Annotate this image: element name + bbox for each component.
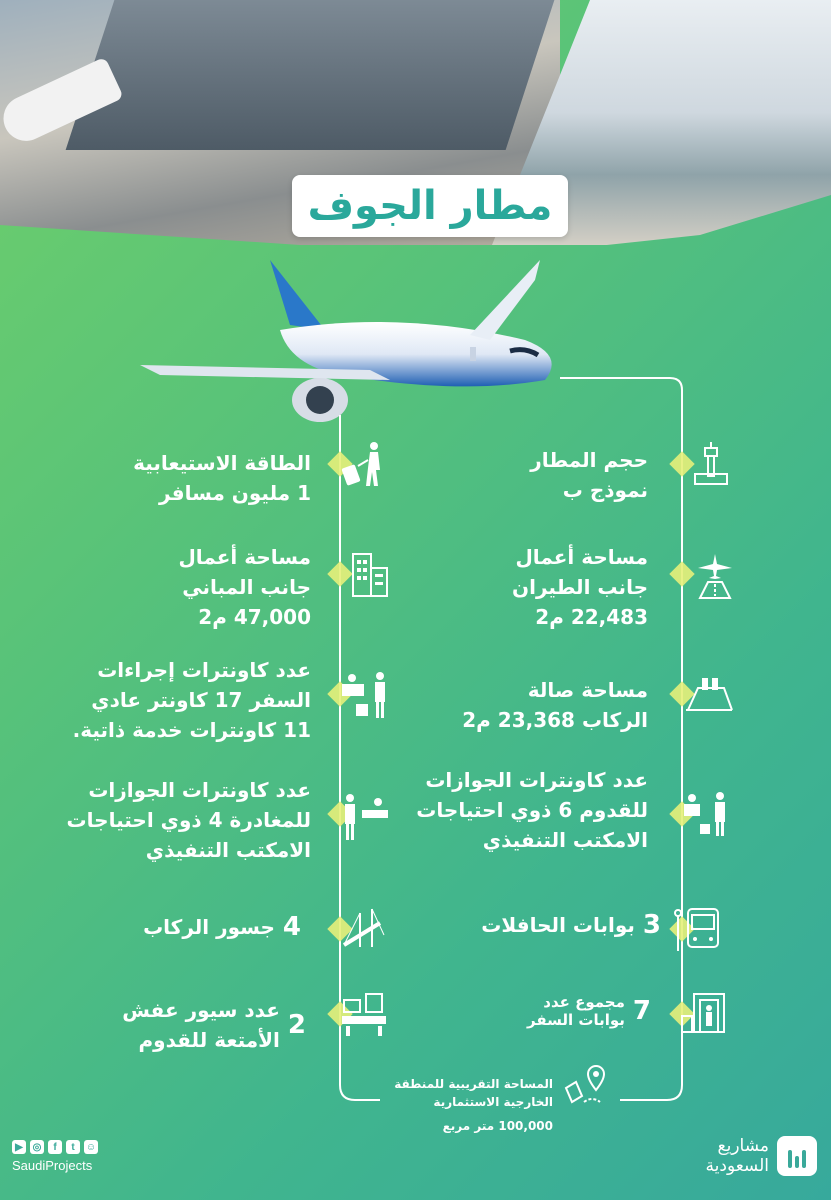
stat-checkin-counters: عدد كاونترات إجراءات السفر 17 كاونتر عادي 11 كاونترات خدمة ذاتية. — [72, 658, 311, 742]
waiting-hall-icon — [682, 670, 736, 720]
stat-departure-passport: عدد كاونترات الجوازات للمغادرة 4 ذوي احتياجات الامكتب التنفيذي — [66, 778, 311, 862]
runway-plane-icon — [690, 550, 740, 600]
map-pin-icon — [562, 1062, 612, 1112]
passport-counter-icon — [682, 788, 732, 838]
brand-logo-icon — [777, 1136, 817, 1176]
brand-block — [706, 1136, 817, 1176]
stat-landside-area: مساحة أعمال جانب المباني 47,000 م2 — [178, 545, 311, 629]
building-icon — [345, 550, 395, 600]
passport-desk-icon — [340, 792, 390, 842]
snapchat-icon[interactable]: ☺ — [85, 1141, 97, 1153]
terminal-roof — [66, 0, 555, 150]
twitter-icon[interactable]: t — [66, 1140, 80, 1154]
youtube-icon[interactable]: ▶ — [12, 1140, 26, 1154]
brand-name: مشاريع السعودية — [705, 1136, 769, 1176]
stat-baggage-belts: 2 عدد سيور عفش الأمتعة للقدوم — [122, 998, 306, 1052]
social-icons — [12, 1140, 98, 1154]
facebook-icon[interactable]: f — [48, 1140, 62, 1154]
traveler-icon — [340, 440, 390, 490]
stat-airport-size: حجم المطار نموذج ب — [530, 448, 648, 502]
footer-social — [12, 1140, 98, 1173]
bridge-icon — [340, 905, 390, 955]
airplane-illustration — [140, 255, 570, 430]
instagram-icon[interactable]: ◎ — [30, 1140, 44, 1154]
stat-departure-gates: 7 مجموع عدد بوابات السفر — [527, 993, 651, 1029]
social-handle: SaudiProjects — [12, 1158, 93, 1173]
stat-bus-gates: 3 بوابات الحافلات — [481, 910, 661, 940]
baggage-belt-icon — [340, 990, 390, 1040]
investment-area: المساحة التقريبية للمنطقة الخارجية الاستثمارية 100,000 متر مربع — [394, 1077, 553, 1133]
stat-terminal-area: مساحة صالة الركاب 23,368 م2 — [462, 678, 648, 732]
stat-arrival-passport: عدد كاونترات الجوازات للقدوم 6 ذوي احتياجات الامكتب التنفيذي — [416, 768, 648, 852]
gate-icon — [680, 990, 730, 1040]
bus-icon — [672, 905, 722, 955]
stat-airside-area: مساحة أعمال جانب الطيران 22,483 م2 — [512, 545, 648, 629]
stat-capacity: الطاقة الاستيعابية 1 مليون مسافر — [133, 451, 311, 505]
page-title: مطار الجوف — [292, 175, 568, 237]
checkin-counter-icon — [340, 670, 390, 720]
control-tower-icon — [685, 440, 735, 490]
stat-bridges: 4 جسور الركاب — [143, 912, 301, 942]
